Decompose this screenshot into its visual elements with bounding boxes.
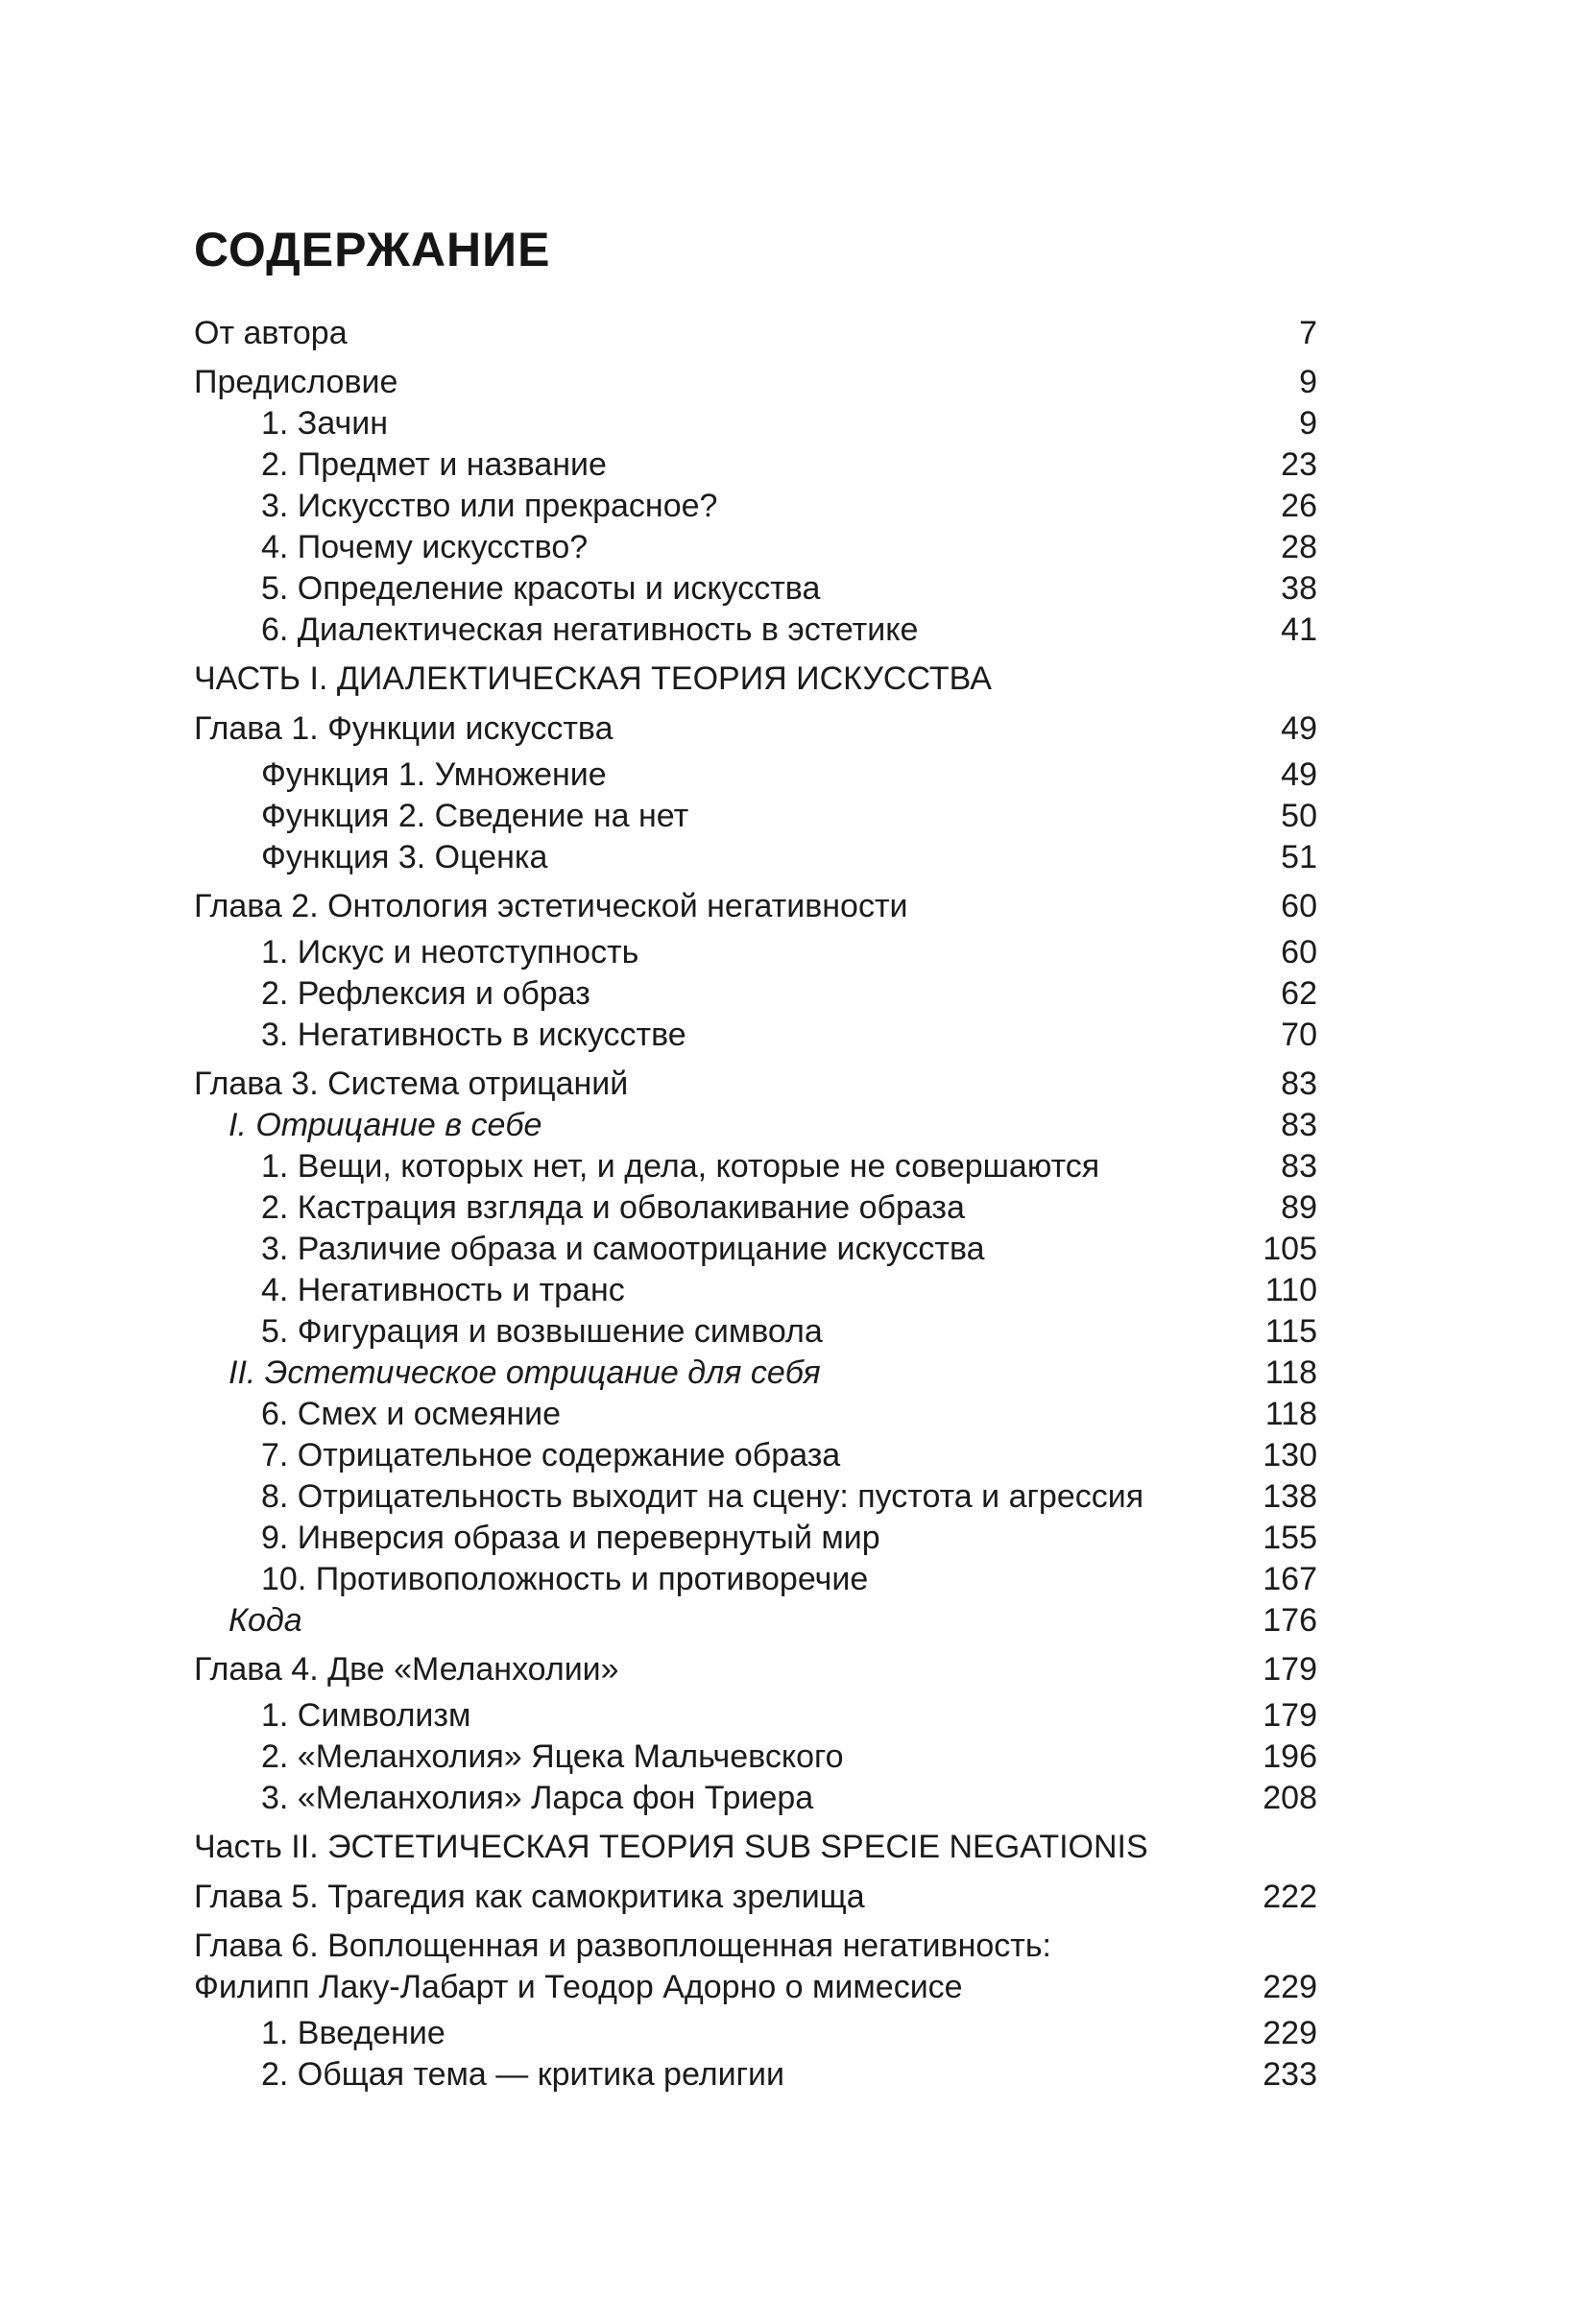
toc-entry-page: 110 xyxy=(1264,1272,1317,1308)
toc-entry-label: Глава 4. Две «Меланхолии» xyxy=(194,1651,619,1688)
toc-entry-page: 38 xyxy=(1281,570,1317,607)
toc-entry-label: Часть II. ЭСТЕТИЧЕСКАЯ ТЕОРИЯ SUB SPECIE NEGATIONIS xyxy=(194,1829,1148,1865)
toc-entry-label: 2. «Меланхолия» Яцека Мальчевского xyxy=(261,1738,844,1775)
toc-row xyxy=(194,1435,1317,1476)
toc-row xyxy=(194,444,1317,486)
toc-row xyxy=(194,1778,1317,1819)
toc-entry-page: 70 xyxy=(1281,1017,1317,1053)
toc-entry-label: 4. Негативность и транс xyxy=(261,1272,625,1308)
toc-entry-label: II. Эстетическое отрицание для себя xyxy=(229,1354,821,1391)
toc-row xyxy=(194,886,1317,927)
page-title: СОДЕРЖАНИЕ xyxy=(194,223,551,276)
toc-entry-page: 130 xyxy=(1263,1437,1317,1473)
toc-entry-label: Функция 3. Оценка xyxy=(261,839,548,875)
toc-entry-label: 9. Инверсия образа и перевернутый мир xyxy=(261,1520,880,1556)
toc-entry-label: I. Отрицание в себе xyxy=(229,1107,542,1143)
toc-row xyxy=(194,1827,1317,1868)
toc-entry-label: 5. Фигурация и возвышение символа xyxy=(261,1313,823,1350)
toc-row xyxy=(194,1518,1317,1559)
toc-entry-page: 222 xyxy=(1263,1879,1317,1915)
toc-entry-page: 7 xyxy=(1299,315,1317,351)
toc-row xyxy=(194,932,1317,973)
toc-entry-label: 3. Негативность в искусстве xyxy=(261,1017,686,1053)
toc-entry-page: 155 xyxy=(1263,1520,1317,1556)
toc-entry-page: 208 xyxy=(1263,1780,1317,1816)
toc-entry-page: 179 xyxy=(1263,1651,1317,1688)
toc-entry-page: 83 xyxy=(1281,1066,1317,1102)
toc-row xyxy=(194,1015,1317,1056)
toc-entry-label: 8. Отрицательность выходит на сцену: пустота и агрессия xyxy=(261,1478,1144,1515)
toc-entry-page: 83 xyxy=(1281,1148,1317,1185)
toc-row xyxy=(194,2054,1317,2096)
toc-row xyxy=(194,1737,1317,1778)
toc-entry-label: 3. Искусство или прекрасное? xyxy=(261,488,718,524)
toc-entry-label: 2. Общая тема — критика религии xyxy=(261,2056,784,2093)
toc-entry-page: 9 xyxy=(1299,405,1317,442)
toc-row xyxy=(194,796,1317,837)
toc-entry-label: 1. Искус и неотступность xyxy=(261,934,639,970)
toc-entry-page: 49 xyxy=(1281,756,1317,793)
toc-entry-label: 5. Определение красоты и искусства xyxy=(261,570,821,607)
toc-entry-label: 10. Противоположность и противоречие xyxy=(261,1561,869,1597)
toc-row xyxy=(194,1476,1317,1518)
toc-entry-label: Глава 5. Трагедия как самокритика зрелища xyxy=(194,1879,865,1915)
toc-row xyxy=(194,313,1317,354)
toc-row xyxy=(194,1353,1317,1394)
toc-entry-label: Кода xyxy=(229,1602,302,1639)
toc-entry-page: 233 xyxy=(1263,2056,1317,2093)
toc-entry-page: 229 xyxy=(1263,1969,1317,2005)
toc-row xyxy=(194,1229,1317,1270)
toc-entry-label: От автора xyxy=(194,315,348,351)
toc-row xyxy=(194,403,1317,444)
toc-entry-label: 1. Вещи, которых нет, и дела, которые не совершаются xyxy=(261,1148,1100,1185)
toc-entry-label: 1. Введение xyxy=(261,2015,445,2051)
toc-row xyxy=(194,1877,1317,1918)
toc-row xyxy=(194,1649,1317,1690)
toc-entry-page: 28 xyxy=(1281,529,1317,565)
toc-entry-page: 115 xyxy=(1264,1313,1317,1350)
toc-row xyxy=(194,1064,1317,1105)
toc-entry-page: 60 xyxy=(1281,888,1317,924)
toc-row xyxy=(194,486,1317,527)
toc-entry-label: 2. Кастрация взгляда и обволакивание образа xyxy=(261,1189,965,1226)
toc-row xyxy=(194,659,1317,700)
toc-row xyxy=(194,755,1317,796)
toc-row xyxy=(194,1270,1317,1311)
toc-entry-page: 9 xyxy=(1299,364,1317,400)
toc-entry-page: 51 xyxy=(1281,839,1317,875)
toc-entry-label: Глава 3. Система отрицаний xyxy=(194,1066,629,1102)
toc-row xyxy=(194,362,1317,403)
toc-entry-label: 3. «Меланхолия» Ларса фон Триера xyxy=(261,1780,814,1816)
toc-entry-label: 2. Предмет и название xyxy=(261,446,607,483)
toc-entry-page: 49 xyxy=(1281,710,1317,747)
toc-entry-page: 62 xyxy=(1281,975,1317,1012)
toc-entry-page: 179 xyxy=(1263,1697,1317,1734)
toc-entry-page: 229 xyxy=(1263,2015,1317,2051)
toc-entry-page: 105 xyxy=(1263,1231,1317,1267)
toc-entry-page: 41 xyxy=(1281,611,1317,648)
toc-row xyxy=(194,837,1317,878)
toc-entry-label: 2. Рефлексия и образ xyxy=(261,975,590,1012)
toc-entry-label: 3. Различие образа и самоотрицание искусства xyxy=(261,1231,985,1267)
toc-entry-page: 167 xyxy=(1263,1561,1317,1597)
toc-row xyxy=(194,1105,1317,1146)
toc-row xyxy=(194,1311,1317,1353)
toc-row xyxy=(194,1695,1317,1737)
toc-entry-page: 138 xyxy=(1263,1478,1317,1515)
toc-entry-label xyxy=(194,1926,1250,2008)
toc-entry-page: 176 xyxy=(1263,1602,1317,1639)
toc-entry-label: 6. Смех и осмеяние xyxy=(261,1396,562,1432)
toc-row xyxy=(194,568,1317,610)
toc-entry-page: 23 xyxy=(1281,446,1317,483)
toc-row xyxy=(194,2013,1317,2054)
toc-row xyxy=(194,1394,1317,1435)
toc-entry-label: Глава 1. Функции искусства xyxy=(194,710,614,747)
toc-entry-label: 4. Почему искусство? xyxy=(261,529,589,565)
toc-row xyxy=(194,610,1317,651)
toc-entry-page: 83 xyxy=(1281,1107,1317,1143)
toc-row xyxy=(194,973,1317,1015)
toc-entry-page: 118 xyxy=(1264,1396,1317,1432)
toc-entry-label: Предисловие xyxy=(194,364,398,400)
toc-entry-page: 118 xyxy=(1264,1354,1317,1391)
toc-entry-label: ЧАСТЬ I. ДИАЛЕКТИЧЕСКАЯ ТЕОРИЯ ИСКУССТВА xyxy=(194,660,992,697)
toc-entry-page: 50 xyxy=(1281,798,1317,834)
toc-row xyxy=(194,708,1317,750)
toc-row xyxy=(194,1600,1317,1641)
toc-entry-page: 26 xyxy=(1281,488,1317,524)
toc-entry-label: 7. Отрицательное содержание образа xyxy=(261,1437,841,1473)
toc-entry-label: Глава 2. Онтология эстетической негативности xyxy=(194,888,908,924)
toc-entry-label-line: Филипп Лаку-Лабарт и Теодор Адорно о мимесисе xyxy=(194,1969,963,2005)
toc-entry-page: 196 xyxy=(1263,1738,1317,1775)
toc-entry-label: Функция 1. Умножение xyxy=(261,756,607,793)
toc-row xyxy=(194,527,1317,568)
toc-row xyxy=(194,1559,1317,1600)
toc-entry-label: 1. Зачин xyxy=(261,405,388,442)
toc-list xyxy=(194,313,1317,2096)
toc-entry-label-line: Глава 6. Воплощенная и развоплощенная негативность: xyxy=(194,1928,1051,1964)
toc-entry-label: 6. Диалектическая негативность в эстетике xyxy=(261,611,919,648)
toc-row xyxy=(194,1187,1317,1229)
toc-row xyxy=(194,1146,1317,1187)
toc-row xyxy=(194,1926,1317,2008)
toc-entry-page: 60 xyxy=(1281,934,1317,970)
toc-entry-page: 89 xyxy=(1281,1189,1317,1226)
toc-entry-label: 1. Символизм xyxy=(261,1697,471,1734)
toc-entry-label: Функция 2. Сведение на нет xyxy=(261,798,689,834)
